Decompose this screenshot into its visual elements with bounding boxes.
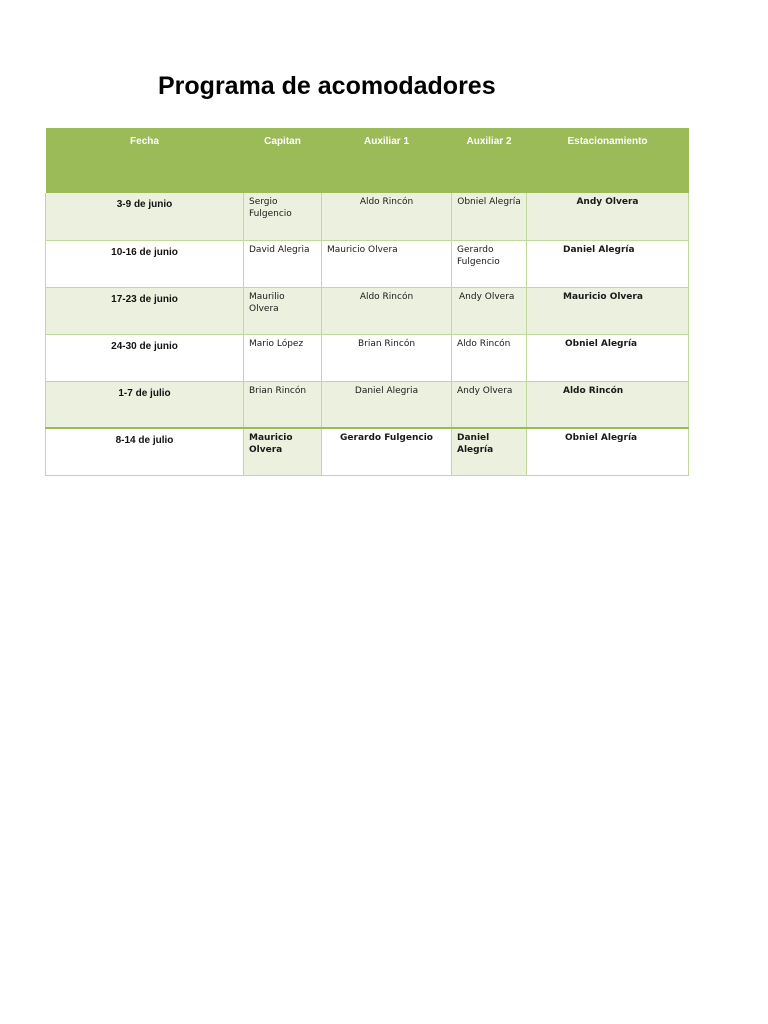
table-row [46,287,689,334]
fecha-cell: 10-16 de junio [46,240,244,287]
auxiliar-2-cell: Gerardo Fulgencio [452,240,527,287]
auxiliar-2-cell: Aldo Rincón [452,334,527,381]
auxiliar-1-cell: Brian Rincón [322,334,452,381]
capitan-cell: Mauricio Olvera [244,428,322,475]
fecha-cell: 24-30 de junio [46,334,244,381]
auxiliar-1-cell: Aldo Rincón [322,287,452,334]
column-header-auxiliar-2: Auxiliar 2 [452,128,527,193]
column-header-capitan: Capitan [244,128,322,193]
table-row [46,334,689,381]
column-header-estacionamiento: Estacionamiento [527,128,689,193]
auxiliar-2-cell: Obniel Alegría [452,193,527,240]
capitan-cell: Sergio Fulgencio [244,193,322,240]
estacionamiento-cell: Obniel Alegría [527,334,689,381]
capitan-cell: Mario López [244,334,322,381]
auxiliar-2-cell: Andy Olvera [452,287,527,334]
auxiliar-1-cell: Aldo Rincón [322,193,452,240]
estacionamiento-cell: Andy Olvera [527,193,689,240]
capitan-cell: David Alegria [244,240,322,287]
auxiliar-1-cell: Gerardo Fulgencio [322,428,452,475]
page-title: Programa de acomodadores [158,72,496,100]
table-row [46,193,689,240]
estacionamiento-cell: Aldo Rincón [527,381,689,428]
table-row [46,240,689,287]
auxiliar-1-cell: Daniel Alegria [322,381,452,428]
column-header-fecha: Fecha [46,128,244,193]
fecha-cell: 8-14 de julio [46,428,244,475]
table-row [46,381,689,428]
auxiliar-2-cell: Andy Olvera [452,381,527,428]
estacionamiento-cell: Obniel Alegría [527,428,689,475]
auxiliar-1-cell: Mauricio Olvera [322,240,452,287]
table-header-row [46,128,689,193]
capitan-cell: Maurilio Olvera [244,287,322,334]
auxiliar-2-cell: Daniel Alegría [452,428,527,475]
estacionamiento-cell: Daniel Alegría [527,240,689,287]
table-row [46,428,689,475]
fecha-cell: 1-7 de julio [46,381,244,428]
capitan-cell: Brian Rincón [244,381,322,428]
fecha-cell: 3-9 de junio [46,193,244,240]
fecha-cell: 17-23 de junio [46,287,244,334]
estacionamiento-cell: Mauricio Olvera [527,287,689,334]
column-header-auxiliar-1: Auxiliar 1 [322,128,452,193]
schedule-table [45,128,689,476]
